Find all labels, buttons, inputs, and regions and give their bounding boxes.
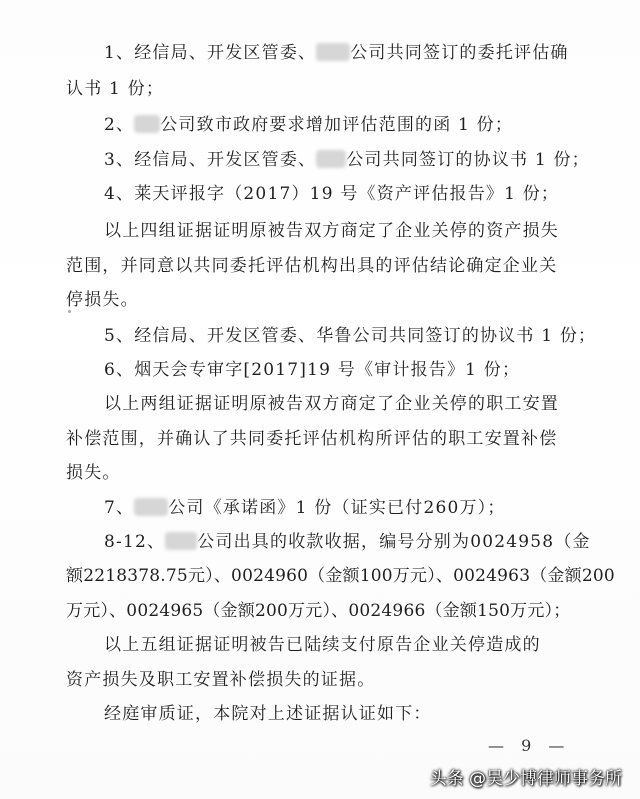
evidence-item-1-line-2: 认书 1 份； bbox=[66, 79, 165, 99]
evidence-item-7 bbox=[104, 497, 506, 519]
text-segment: 公司《承诺函》1 份（证实已付260万）； bbox=[168, 498, 506, 518]
redaction-mark bbox=[316, 150, 346, 168]
paragraph-1-line-2: 范围，并同意以共同委托评估机构出具的评估结论确定企业关 bbox=[66, 256, 558, 276]
text-segment: 公司共同签订的协议书 1 份； bbox=[346, 150, 590, 170]
evidence-item-1-line-1 bbox=[104, 42, 569, 64]
paragraph-4: 经庭审质证，本院对上述证据认证如下： bbox=[104, 704, 432, 724]
evidence-item-8-12-line-3: 万元）、0024965（金额200万元）、0024966（金额150万元）； bbox=[66, 601, 571, 621]
evidence-item-6: 6、烟天会专审字[2017]19 号《审计报告》1 份； bbox=[104, 360, 521, 380]
paragraph-3-line-1: 以上五组证据证明被告已陆续支付原告企业关停造成的 bbox=[104, 635, 541, 655]
text-segment: 公司出具的收款收据，编号分别为0024958（金 bbox=[197, 532, 591, 552]
redaction-mark bbox=[316, 43, 350, 61]
redaction-mark bbox=[134, 498, 168, 516]
evidence-item-8-12-line-1 bbox=[104, 531, 591, 553]
text-segment: 2、 bbox=[104, 115, 135, 135]
text-segment: 1、经信局、开发区管委、 bbox=[104, 43, 317, 63]
evidence-item-3 bbox=[104, 149, 590, 171]
text-segment: 公司致市政府要求增加评估范围的函 1 份； bbox=[160, 115, 514, 135]
evidence-item-4: 4、莱天评报字（2017）19 号《资产评估报告》1 份； bbox=[104, 184, 560, 204]
text-segment: 公司共同签订的委托评估确 bbox=[350, 43, 569, 63]
paragraph-1-line-1: 以上四组证据证明原被告双方商定了企业关停的资产损失 bbox=[104, 221, 559, 241]
page-number: — 9 — bbox=[488, 736, 571, 755]
evidence-item-5: 5、经信局、开发区管委、华鲁公司共同签订的协议书 1 份； bbox=[104, 326, 597, 346]
paragraph-2-line-2: 补偿范围，并确认了共同委托评估机构所评估的职工安置补偿 bbox=[66, 429, 558, 449]
paragraph-2-line-3: 损失。 bbox=[66, 463, 121, 483]
watermark: 头条 @吴少博律师事务所 bbox=[429, 769, 622, 789]
redaction-mark bbox=[134, 115, 160, 133]
evidence-item-2 bbox=[104, 114, 513, 136]
paragraph-1-line-3: 停损失。 bbox=[66, 290, 139, 310]
scan-speck bbox=[68, 310, 71, 313]
redaction-mark bbox=[165, 532, 197, 550]
evidence-item-8-12-line-2: 额2218378.75元）、0024960（金额100万元）、0024963（金额200 bbox=[66, 566, 615, 586]
paragraph-3-line-2: 资产损失及职工安置补偿损失的证据。 bbox=[66, 670, 376, 690]
paragraph-2-line-1: 以上两组证据证明原被告双方商定了企业关停的职工安置 bbox=[104, 394, 559, 414]
text-segment: 8-12、 bbox=[104, 532, 166, 552]
text-segment: 3、经信局、开发区管委、 bbox=[104, 150, 317, 170]
text-segment: 7、 bbox=[104, 498, 135, 518]
